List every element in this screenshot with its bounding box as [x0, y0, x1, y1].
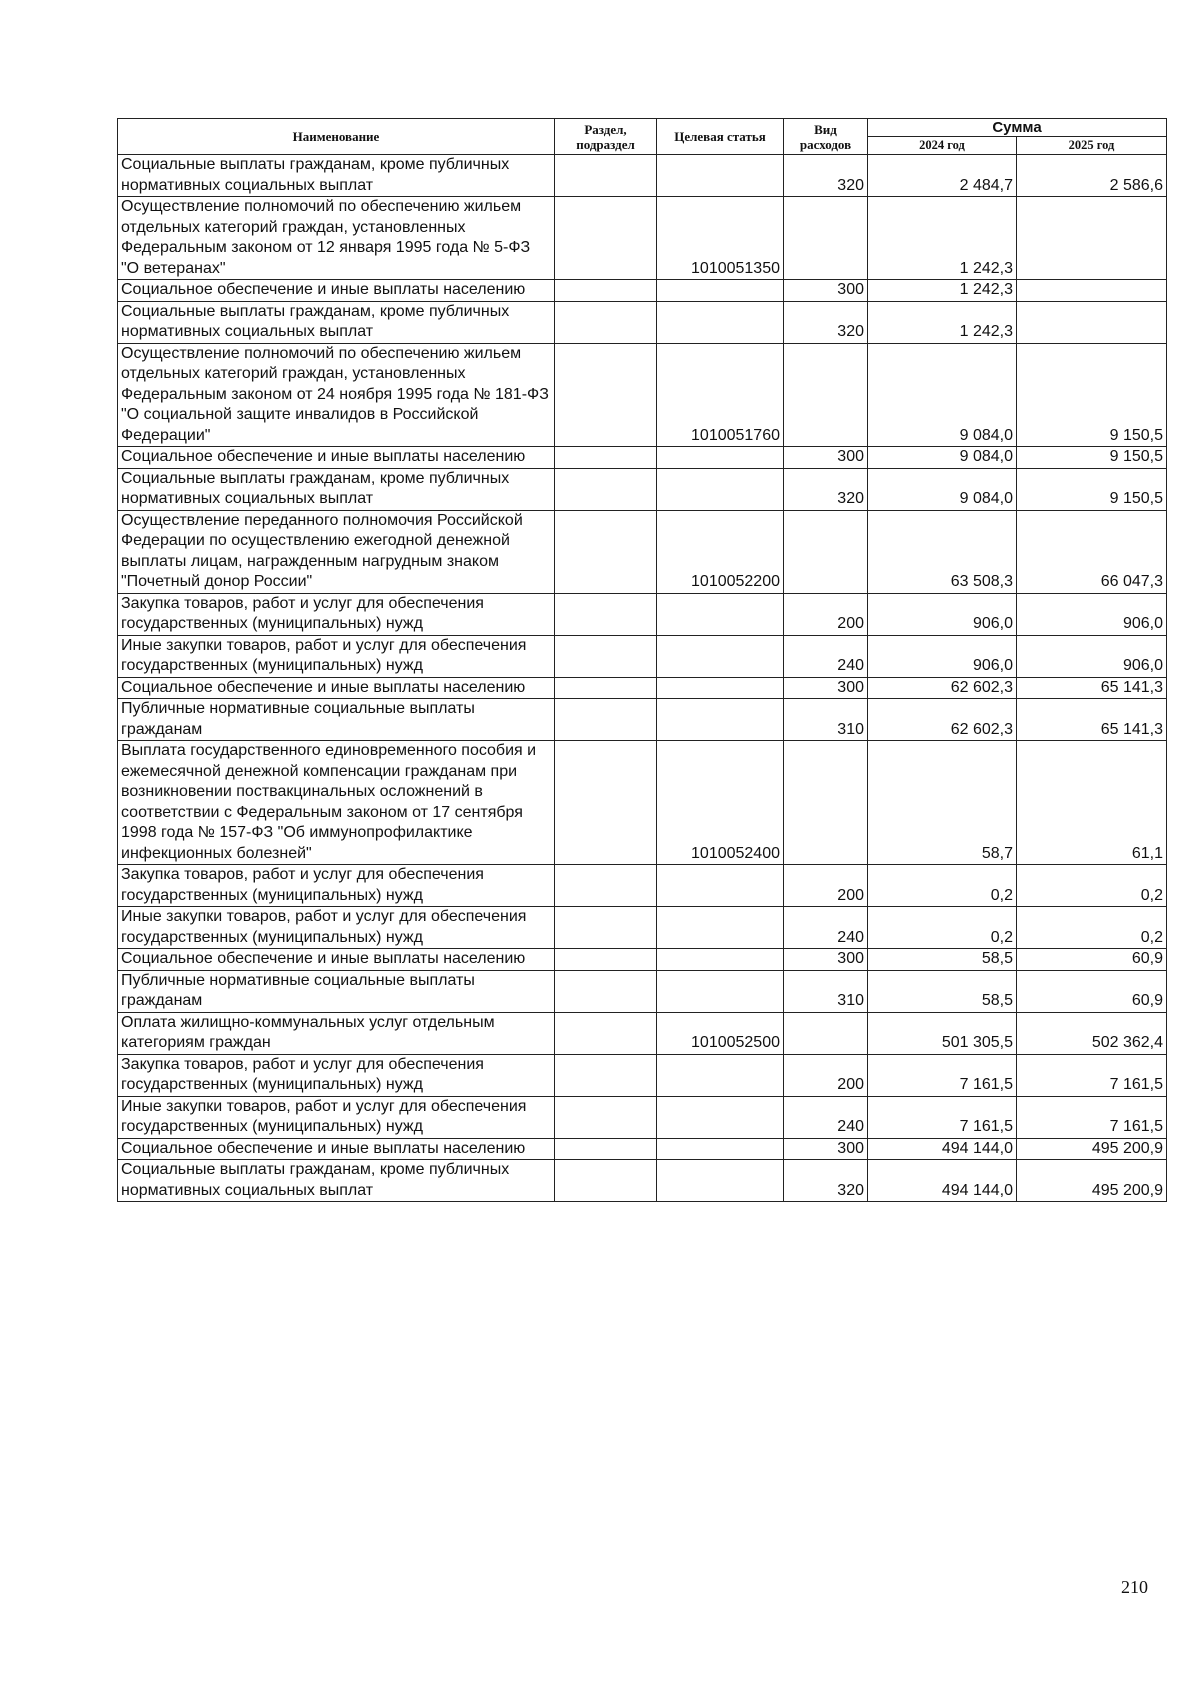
table-row	[118, 197, 1167, 280]
cell-target	[657, 1096, 784, 1138]
header-kind: Вид расходов	[784, 119, 868, 155]
header-section: Раздел, подраздел	[555, 119, 657, 155]
cell-target	[657, 865, 784, 907]
cell-section	[555, 949, 657, 971]
cell-target	[657, 468, 784, 510]
cell-section	[555, 1138, 657, 1160]
budget-table	[117, 118, 1167, 1202]
cell-sum-2025: 495 200,9	[1017, 1160, 1167, 1202]
cell-sum-2025: 60,9	[1017, 949, 1167, 971]
table-row	[118, 1012, 1167, 1054]
header-year-2024: 2024 год	[868, 137, 1017, 155]
cell-sum-2024: 1 242,3	[868, 197, 1017, 280]
cell-target: 1010051350	[657, 197, 784, 280]
cell-name: Закупка товаров, работ и услуг для обеспечения государственных (муниципальных) нужд	[118, 1054, 555, 1096]
cell-section	[555, 155, 657, 197]
cell-target	[657, 1054, 784, 1096]
cell-name: Социальное обеспечение и иные выплаты населению	[118, 280, 555, 302]
cell-sum-2024: 58,7	[868, 741, 1017, 865]
cell-sum-2024: 1 242,3	[868, 280, 1017, 302]
cell-name: Социальное обеспечение и иные выплаты населению	[118, 447, 555, 469]
table-row	[118, 593, 1167, 635]
table-row	[118, 1054, 1167, 1096]
table-row	[118, 699, 1167, 741]
header-target: Целевая статья	[657, 119, 784, 155]
table-row	[118, 280, 1167, 302]
table-row	[118, 510, 1167, 593]
cell-name: Публичные нормативные социальные выплаты гражданам	[118, 970, 555, 1012]
cell-sum-2024: 9 084,0	[868, 447, 1017, 469]
cell-target	[657, 677, 784, 699]
cell-name: Иные закупки товаров, работ и услуг для обеспечения государственных (муниципальных) нужд	[118, 635, 555, 677]
cell-sum-2024: 7 161,5	[868, 1054, 1017, 1096]
cell-section	[555, 865, 657, 907]
cell-sum-2025: 0,2	[1017, 865, 1167, 907]
cell-name: Закупка товаров, работ и услуг для обеспечения государственных (муниципальных) нужд	[118, 865, 555, 907]
cell-section	[555, 970, 657, 1012]
cell-kind: 310	[784, 699, 868, 741]
cell-kind: 240	[784, 635, 868, 677]
table-header	[118, 119, 1167, 155]
cell-section	[555, 741, 657, 865]
cell-name: Социальное обеспечение и иные выплаты населению	[118, 1138, 555, 1160]
cell-target: 1010052400	[657, 741, 784, 865]
cell-sum-2024: 62 602,3	[868, 677, 1017, 699]
cell-kind: 200	[784, 593, 868, 635]
cell-sum-2025: 60,9	[1017, 970, 1167, 1012]
cell-section	[555, 635, 657, 677]
table-row	[118, 1160, 1167, 1202]
cell-kind: 320	[784, 155, 868, 197]
cell-kind: 200	[784, 865, 868, 907]
cell-sum-2024: 2 484,7	[868, 155, 1017, 197]
cell-name: Социальные выплаты гражданам, кроме публичных нормативных социальных выплат	[118, 301, 555, 343]
cell-section	[555, 197, 657, 280]
cell-sum-2025	[1017, 280, 1167, 302]
cell-kind: 300	[784, 447, 868, 469]
cell-name: Оплата жилищно-коммунальных услуг отдельным категориям граждан	[118, 1012, 555, 1054]
cell-sum-2025: 906,0	[1017, 593, 1167, 635]
cell-section	[555, 1054, 657, 1096]
table-row	[118, 447, 1167, 469]
cell-kind	[784, 1012, 868, 1054]
cell-section	[555, 510, 657, 593]
table-row	[118, 677, 1167, 699]
cell-section	[555, 907, 657, 949]
cell-kind: 200	[784, 1054, 868, 1096]
cell-sum-2025: 66 047,3	[1017, 510, 1167, 593]
table-row	[118, 865, 1167, 907]
cell-sum-2024: 906,0	[868, 635, 1017, 677]
table-row	[118, 635, 1167, 677]
cell-kind	[784, 197, 868, 280]
cell-target	[657, 301, 784, 343]
cell-name: Осуществление переданного полномочия Российской Федерации по осуществлению ежегодной денежной выплаты лицам, награжденным нагрудным знаком "Почетный донор России"	[118, 510, 555, 593]
cell-section	[555, 1096, 657, 1138]
cell-sum-2025: 502 362,4	[1017, 1012, 1167, 1054]
cell-section	[555, 301, 657, 343]
cell-section	[555, 1012, 657, 1054]
cell-target	[657, 280, 784, 302]
table-row	[118, 1096, 1167, 1138]
cell-name: Публичные нормативные социальные выплаты гражданам	[118, 699, 555, 741]
cell-kind: 300	[784, 949, 868, 971]
table-row	[118, 741, 1167, 865]
cell-target	[657, 593, 784, 635]
cell-target	[657, 155, 784, 197]
cell-name: Социальные выплаты гражданам, кроме публичных нормативных социальных выплат	[118, 468, 555, 510]
cell-target: 1010052200	[657, 510, 784, 593]
cell-target	[657, 907, 784, 949]
cell-sum-2024: 63 508,3	[868, 510, 1017, 593]
header-year-2025: 2025 год	[1017, 137, 1167, 155]
cell-sum-2024: 494 144,0	[868, 1138, 1017, 1160]
cell-kind: 300	[784, 280, 868, 302]
cell-sum-2024: 7 161,5	[868, 1096, 1017, 1138]
cell-target	[657, 699, 784, 741]
cell-target	[657, 635, 784, 677]
cell-sum-2025: 65 141,3	[1017, 699, 1167, 741]
cell-name: Социальные выплаты гражданам, кроме публичных нормативных социальных выплат	[118, 1160, 555, 1202]
cell-target: 1010051760	[657, 343, 784, 447]
cell-name: Социальное обеспечение и иные выплаты населению	[118, 949, 555, 971]
cell-sum-2025: 65 141,3	[1017, 677, 1167, 699]
cell-name: Социальные выплаты гражданам, кроме публичных нормативных социальных выплат	[118, 155, 555, 197]
table-row	[118, 343, 1167, 447]
cell-section	[555, 468, 657, 510]
cell-sum-2024: 0,2	[868, 907, 1017, 949]
cell-name: Выплата государственного единовременного пособия и ежемесячной денежной компенсации гражданам при возникновении поствакцинальных осложнений в соответствии с Федеральным законом от 17 сентября 1998 года № 157-ФЗ "Об иммунопрофилактике инфекционных болезней"	[118, 741, 555, 865]
cell-sum-2025	[1017, 197, 1167, 280]
cell-section	[555, 280, 657, 302]
table-row	[118, 1138, 1167, 1160]
cell-kind: 300	[784, 1138, 868, 1160]
cell-sum-2025: 0,2	[1017, 907, 1167, 949]
table-row	[118, 970, 1167, 1012]
cell-kind: 240	[784, 907, 868, 949]
cell-name: Иные закупки товаров, работ и услуг для обеспечения государственных (муниципальных) нужд	[118, 1096, 555, 1138]
cell-sum-2024: 58,5	[868, 970, 1017, 1012]
cell-name: Осуществление полномочий по обеспечению жильем отдельных категорий граждан, установленных Федеральным законом от 24 ноября 1995 года № 181-ФЗ "О социальной защите инвалидов в Российской Федерации"	[118, 343, 555, 447]
cell-section	[555, 343, 657, 447]
cell-sum-2025: 9 150,5	[1017, 468, 1167, 510]
cell-kind: 300	[784, 677, 868, 699]
cell-sum-2025: 7 161,5	[1017, 1096, 1167, 1138]
header-name: Наименование	[118, 119, 555, 155]
cell-kind: 320	[784, 468, 868, 510]
table-row	[118, 468, 1167, 510]
cell-sum-2024: 1 242,3	[868, 301, 1017, 343]
cell-sum-2025: 7 161,5	[1017, 1054, 1167, 1096]
cell-kind	[784, 343, 868, 447]
cell-sum-2024: 9 084,0	[868, 468, 1017, 510]
cell-kind	[784, 510, 868, 593]
cell-target	[657, 970, 784, 1012]
cell-kind: 320	[784, 301, 868, 343]
cell-sum-2024: 0,2	[868, 865, 1017, 907]
cell-section	[555, 593, 657, 635]
cell-sum-2025: 906,0	[1017, 635, 1167, 677]
cell-sum-2024: 906,0	[868, 593, 1017, 635]
cell-section	[555, 1160, 657, 1202]
cell-kind: 240	[784, 1096, 868, 1138]
cell-sum-2024: 501 305,5	[868, 1012, 1017, 1054]
cell-name: Осуществление полномочий по обеспечению жильем отдельных категорий граждан, установленных Федеральным законом от 12 января 1995 года № 5-ФЗ "О ветеранах"	[118, 197, 555, 280]
cell-target	[657, 1160, 784, 1202]
header-sum: Сумма	[868, 119, 1167, 137]
cell-sum-2024: 62 602,3	[868, 699, 1017, 741]
cell-name: Закупка товаров, работ и услуг для обеспечения государственных (муниципальных) нужд	[118, 593, 555, 635]
page-number: 210	[1121, 1577, 1148, 1597]
cell-sum-2024: 494 144,0	[868, 1160, 1017, 1202]
table-body	[118, 155, 1167, 1202]
cell-sum-2025: 9 150,5	[1017, 447, 1167, 469]
cell-kind	[784, 741, 868, 865]
cell-kind: 320	[784, 1160, 868, 1202]
cell-kind: 310	[784, 970, 868, 1012]
cell-sum-2025: 61,1	[1017, 741, 1167, 865]
cell-sum-2025	[1017, 301, 1167, 343]
cell-sum-2024: 58,5	[868, 949, 1017, 971]
cell-sum-2024: 9 084,0	[868, 343, 1017, 447]
cell-section	[555, 677, 657, 699]
cell-target	[657, 447, 784, 469]
cell-section	[555, 699, 657, 741]
cell-name: Иные закупки товаров, работ и услуг для обеспечения государственных (муниципальных) нужд	[118, 907, 555, 949]
cell-sum-2025: 2 586,6	[1017, 155, 1167, 197]
table-row	[118, 949, 1167, 971]
table-row	[118, 907, 1167, 949]
cell-sum-2025: 9 150,5	[1017, 343, 1167, 447]
cell-target	[657, 1138, 784, 1160]
cell-section	[555, 447, 657, 469]
cell-sum-2025: 495 200,9	[1017, 1138, 1167, 1160]
cell-name: Социальное обеспечение и иные выплаты населению	[118, 677, 555, 699]
table-row	[118, 301, 1167, 343]
cell-target	[657, 949, 784, 971]
cell-target: 1010052500	[657, 1012, 784, 1054]
table-row	[118, 155, 1167, 197]
